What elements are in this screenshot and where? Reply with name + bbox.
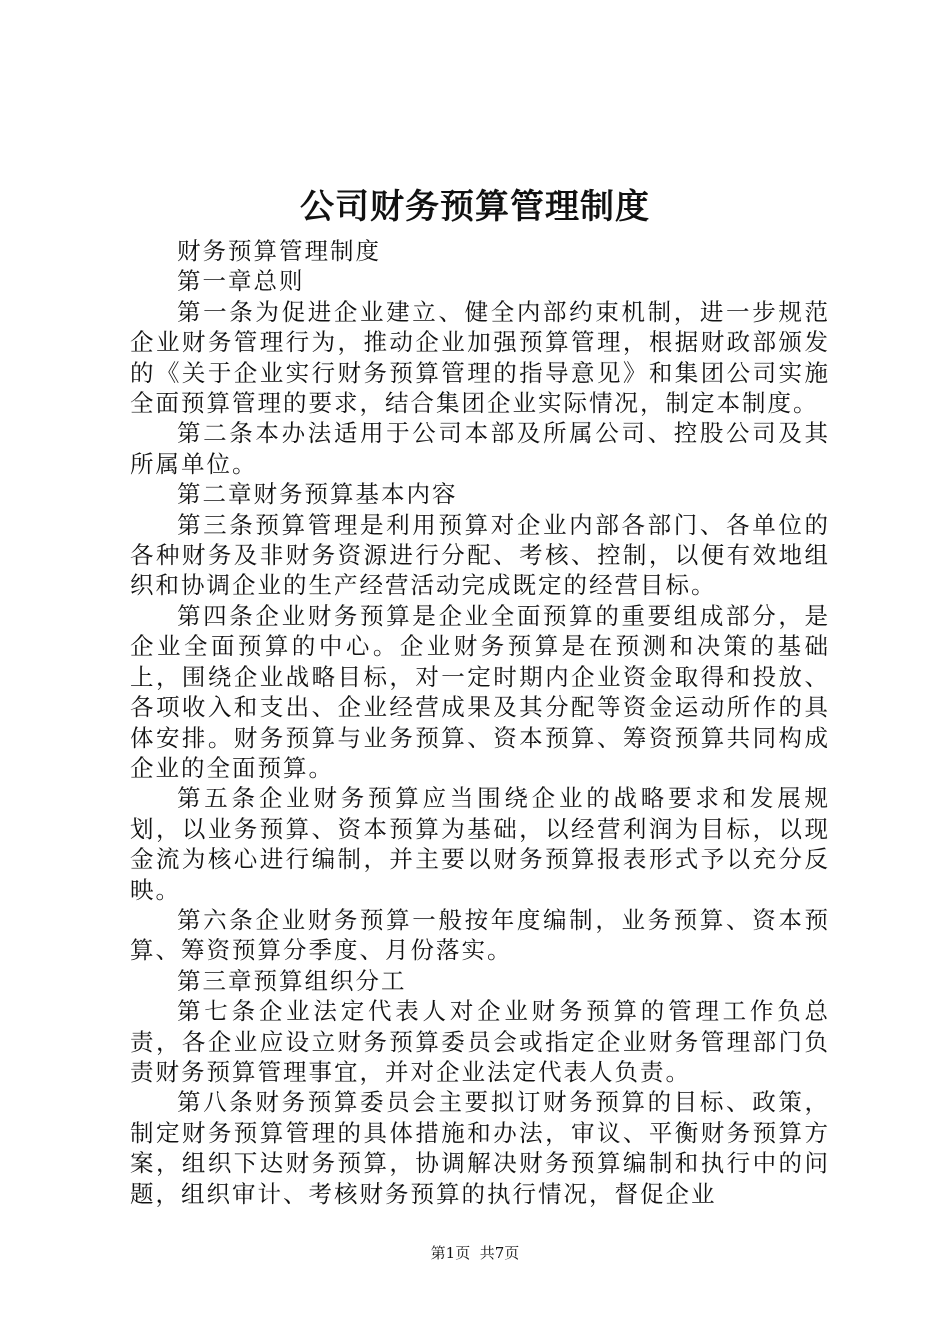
paragraph: 第七条企业法定代表人对企业财务预算的管理工作负总责，各企业应设立财务预算委员会或指定企业财务管理部门负责财务预算管理事宜，并对企业法定代表人负责。 xyxy=(130,997,830,1086)
paragraph: 第一条为促进企业建立、健全内部约束机制，进一步规范企业财务管理行为，推动企业加强预算管理，根据财政部颁发的《关于企业实行财务预算管理的指导意见》和集团公司实施全面预算管理的要求，结合集团企业实际情况，制定本制度。 xyxy=(130,297,830,418)
document-title: 公司财务预算管理制度 xyxy=(300,187,650,227)
document-body xyxy=(130,236,830,1209)
page-footer xyxy=(0,1243,950,1263)
paragraph: 第三条预算管理是利用预算对企业内部各部门、各单位的各种财务及非财务资源进行分配、考核、控制，以便有效地组织和协调企业的生产经营活动完成既定的经营目标。 xyxy=(130,510,830,600)
chapter-heading: 第一章总则 xyxy=(177,267,305,296)
paragraph: 第五条企业财务预算应当围绕企业的战略要求和发展规划，以业务预算、资本预算为基础，以经营利润为目标，以现金流为核心进行编制，并主要以财务预算报表形式予以充分反映。 xyxy=(130,784,830,904)
chapter-heading: 第二章财务预算基本内容 xyxy=(177,480,458,509)
chapter-heading: 第三章预算组织分工 xyxy=(177,966,407,995)
paragraph: 第二条本办法适用于公司本部及所属公司、控股公司及其所属单位。 xyxy=(130,419,830,478)
paragraph: 财务预算管理制度 xyxy=(177,237,381,265)
page-total: 共7页 xyxy=(479,1244,520,1262)
paragraph: 第四条企业财务预算是企业全面预算的重要组成部分，是企业全面预算的中心。企业财务预算是在预测和决策的基础上，围绕企业战略目标，对一定时期内企业资金取得和投放、各项收入和支出、企业经营成果及其分配等资金运动所作的具体安排。财务预算与业务预算、资本预算、筹资预算共同构成企业的全面预算。 xyxy=(130,601,830,782)
paragraph: 第八条财务预算委员会主要拟订财务预算的目标、政策，制定财务预算管理的具体措施和办法，审议、平衡财务预算方案，组织下达财务预算，协调解决财务预算编制和执行中的问题，组织审计、考核财务预算的执行情况，督促企业 xyxy=(130,1088,830,1208)
page-number: 第1页 xyxy=(430,1244,471,1262)
paragraph: 第六条企业财务预算一般按年度编制，业务预算、资本预算、筹资预算分季度、月份落实。 xyxy=(130,905,830,965)
